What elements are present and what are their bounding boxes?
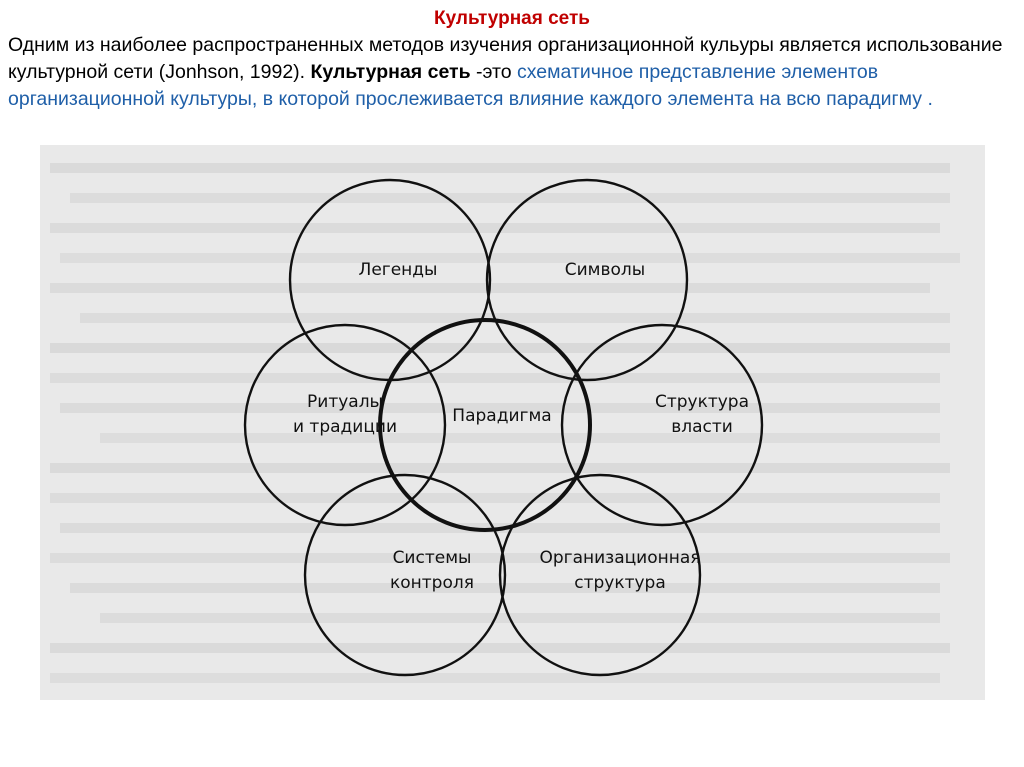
label-org-structure-line2: структура xyxy=(574,573,666,593)
label-rituals-line2: и традиции xyxy=(292,417,398,437)
label-org-structure-line1: Организационная xyxy=(539,548,701,568)
intro-text: Одним из наиболее распространенных методов изучения организационной кульуры является использование культурной сети (Jonhson, 1992). xyxy=(8,34,1003,83)
scanned-diagram xyxy=(40,145,985,700)
intro-term: Культурная сеть xyxy=(310,61,471,83)
culture-web-diagram xyxy=(40,145,985,700)
label-power-line2: власти xyxy=(671,417,733,437)
intro-dash: -это xyxy=(470,61,517,83)
label-symbols: Символы xyxy=(564,260,646,280)
intro-definition: схематичное представление элементов организационной культуры, в которой прослеживается влияние каждого элемента на всю парадигму . xyxy=(8,61,933,110)
slide-title: Культурная сеть xyxy=(434,8,590,29)
intro-paragraph xyxy=(8,32,1013,113)
label-power-line1: Структура xyxy=(654,392,750,412)
label-paradigm: Парадигма xyxy=(452,406,552,426)
label-control-line1: Системы xyxy=(392,548,472,568)
label-control-line2: контроля xyxy=(390,573,474,593)
label-rituals-line1: Ритуалы xyxy=(307,392,383,412)
label-legends: Легенды xyxy=(358,260,438,280)
